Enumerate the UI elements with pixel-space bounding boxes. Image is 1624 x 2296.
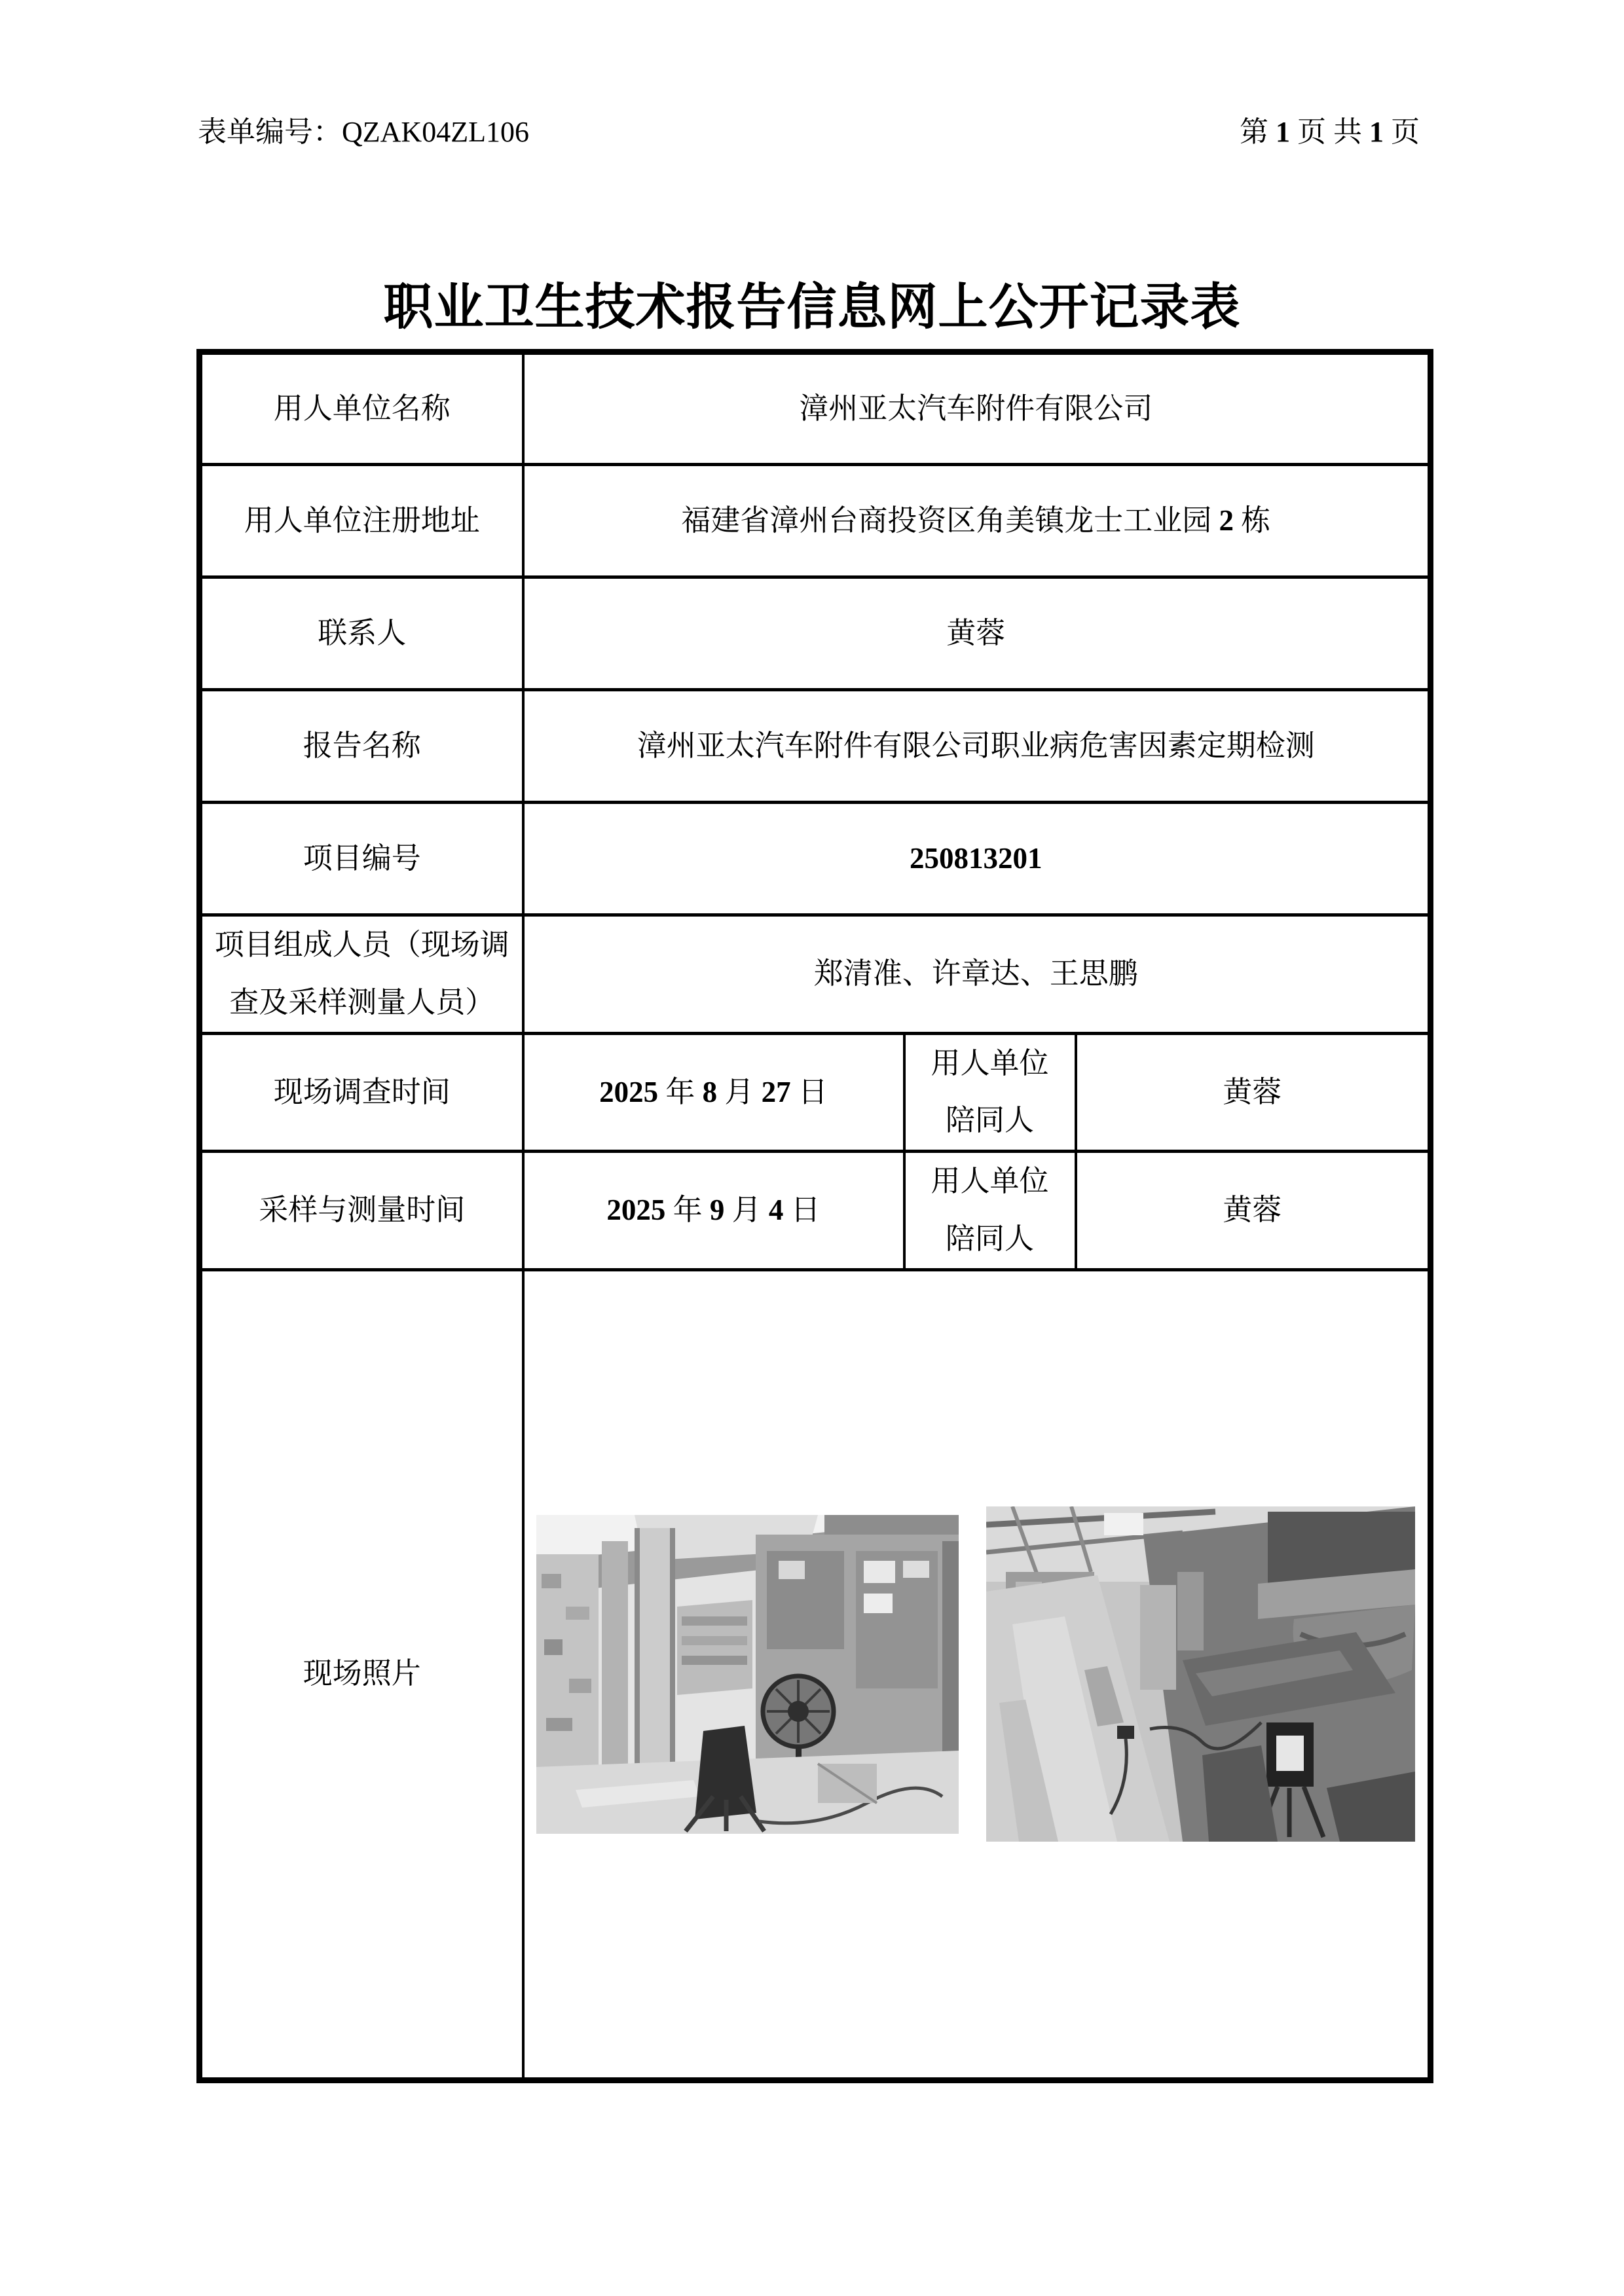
companion-label-line1: 用人单位 — [931, 1165, 1049, 1197]
sampling-companion-label — [904, 1152, 1076, 1270]
row-label-report-name: 报告名称 — [200, 690, 523, 803]
row-label-project-team — [200, 915, 523, 1034]
survey-companion-label — [904, 1033, 1076, 1152]
row-value-contact-person: 黄蓉 — [523, 577, 1431, 690]
row-label-sampling-date: 采样与测量时间 — [200, 1152, 523, 1270]
companion-label-line1: 用人单位 — [931, 1046, 1049, 1080]
form-number — [198, 115, 529, 150]
table-row — [200, 352, 1431, 465]
sampling-companion-value: 黄蓉 — [1076, 1152, 1431, 1270]
survey-companion-value: 黄蓉 — [1076, 1033, 1431, 1152]
row-value-sampling-date: 2025 年 9 月 4 日 — [523, 1152, 904, 1270]
site-photo-1 — [536, 1515, 959, 1834]
table-row — [200, 915, 1431, 1034]
table-row — [200, 465, 1431, 577]
row-value-employer-name: 漳州亚太汽车附件有限公司 — [523, 352, 1431, 465]
record-table — [196, 349, 1433, 2083]
row-value-site-photos — [523, 1269, 1431, 2080]
row-label-survey-date: 现场调查时间 — [200, 1033, 523, 1152]
project-team-label-line2: 查及采样测量人员） — [229, 985, 495, 1019]
table-row — [200, 1152, 1431, 1270]
row-value-report-name: 漳州亚太汽车附件有限公司职业病危害因素定期检测 — [523, 690, 1431, 803]
table-row — [200, 1033, 1431, 1152]
row-label-contact-person: 联系人 — [200, 577, 523, 690]
site-photos — [530, 1506, 1423, 1842]
companion-label-line2: 陪同人 — [945, 1104, 1034, 1137]
row-label-employer-name: 用人单位名称 — [200, 352, 523, 465]
table-row — [200, 1269, 1431, 2080]
row-label-project-number: 项目编号 — [200, 803, 523, 915]
table-row — [200, 690, 1431, 803]
table-row — [200, 803, 1431, 915]
page-header — [198, 115, 1420, 150]
row-value-survey-date: 2025 年 8 月 27 日 — [523, 1033, 904, 1152]
companion-label-line2: 陪同人 — [945, 1222, 1034, 1255]
document-title: 职业卫生技术报告信息网上公开记录表 — [383, 280, 1241, 335]
row-value-registered-address: 福建省漳州台商投资区角美镇龙士工业园 2 栋 — [523, 465, 1431, 577]
form-number-value: QZAK04ZL106 — [342, 116, 529, 148]
form-number-label: 表单编号： — [198, 116, 342, 148]
row-value-project-team: 郑清准、许章达、王思鹏 — [523, 915, 1431, 1034]
table-row — [200, 577, 1431, 690]
project-team-label-line1: 项目组成人员（现场调 — [214, 928, 509, 961]
page-counter: 第 1 页 共 1 页 — [1240, 116, 1420, 148]
row-label-site-photos: 现场照片 — [200, 1269, 523, 2080]
site-photo-2 — [986, 1506, 1415, 1842]
row-value-project-number: 250813201 — [523, 803, 1431, 915]
row-label-registered-address: 用人单位注册地址 — [200, 465, 523, 577]
